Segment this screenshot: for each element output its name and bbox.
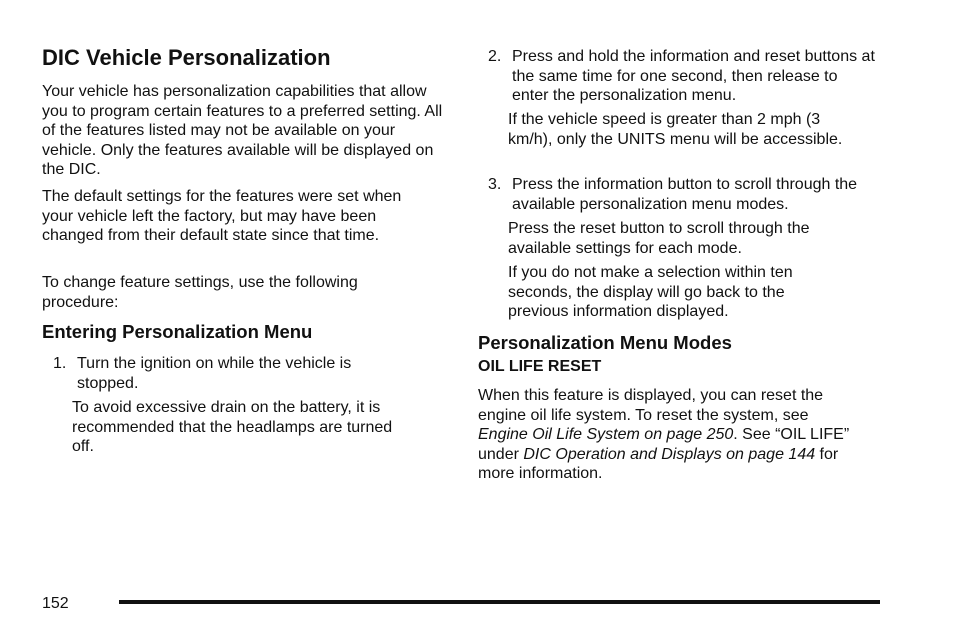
menu-modes-heading: Personalization Menu Modes xyxy=(478,332,732,353)
page-title: DIC Vehicle Personalization xyxy=(42,45,331,70)
step-3-number: 3. xyxy=(488,176,502,193)
step-3-note-reset: Press the reset button to scroll through the available settings for each mode. xyxy=(508,220,810,257)
oil-text-part-1: When this feature is displayed, you can reset the engine oil life system. To reset the system, see xyxy=(478,387,824,424)
engine-oil-life-reference-link[interactable]: Engine Oil Life System on page 250 xyxy=(478,426,734,443)
entering-menu-heading: Entering Personalization Menu xyxy=(42,321,313,342)
step-1-number: 1. xyxy=(53,355,67,372)
oil-life-reset-paragraph xyxy=(478,386,850,484)
intro-paragraph: Your vehicle has personalization capabilities that allow you to program certain features to a preferred setting. All of the features listed may not be available on your vehicle. Only the features available will be displayed on the DIC. xyxy=(42,83,443,178)
footer-rule xyxy=(119,600,880,604)
oil-text-part-2: . See “OIL LIFE” under xyxy=(478,426,850,463)
step-3-note-timeout: If you do not make a selection within ten seconds, the display will go back to the previous information displayed. xyxy=(508,264,793,320)
oil-text-part-3: for more information. xyxy=(478,445,839,482)
step-2-number: 2. xyxy=(488,48,502,65)
page-number: 152 xyxy=(42,595,69,612)
step-3-text: Press the information button to scroll through the available personalization menu modes. xyxy=(512,176,858,213)
procedure-paragraph: To change feature settings, use the following procedure: xyxy=(42,274,358,311)
step-2-note: If the vehicle speed is greater than 2 mph (3 km/h), only the UNITS menu will be accessible. xyxy=(508,111,843,148)
oil-life-reset-heading: OIL LIFE RESET xyxy=(478,358,602,375)
step-2-text: Press and hold the information and reset buttons at the same time for one second, then release to enter the personalization menu. xyxy=(512,48,875,104)
defaults-paragraph: The default settings for the features were set when your vehicle left the factory, but may have been changed from their default state since that time. xyxy=(42,188,402,244)
step-1-note: To avoid excessive drain on the battery, it is recommended that the headlamps are turned off. xyxy=(72,399,393,455)
dic-operation-reference-link[interactable]: DIC Operation and Displays on page 144 xyxy=(523,445,816,463)
step-1-text: Turn the ignition on while the vehicle is stopped. xyxy=(77,355,352,392)
